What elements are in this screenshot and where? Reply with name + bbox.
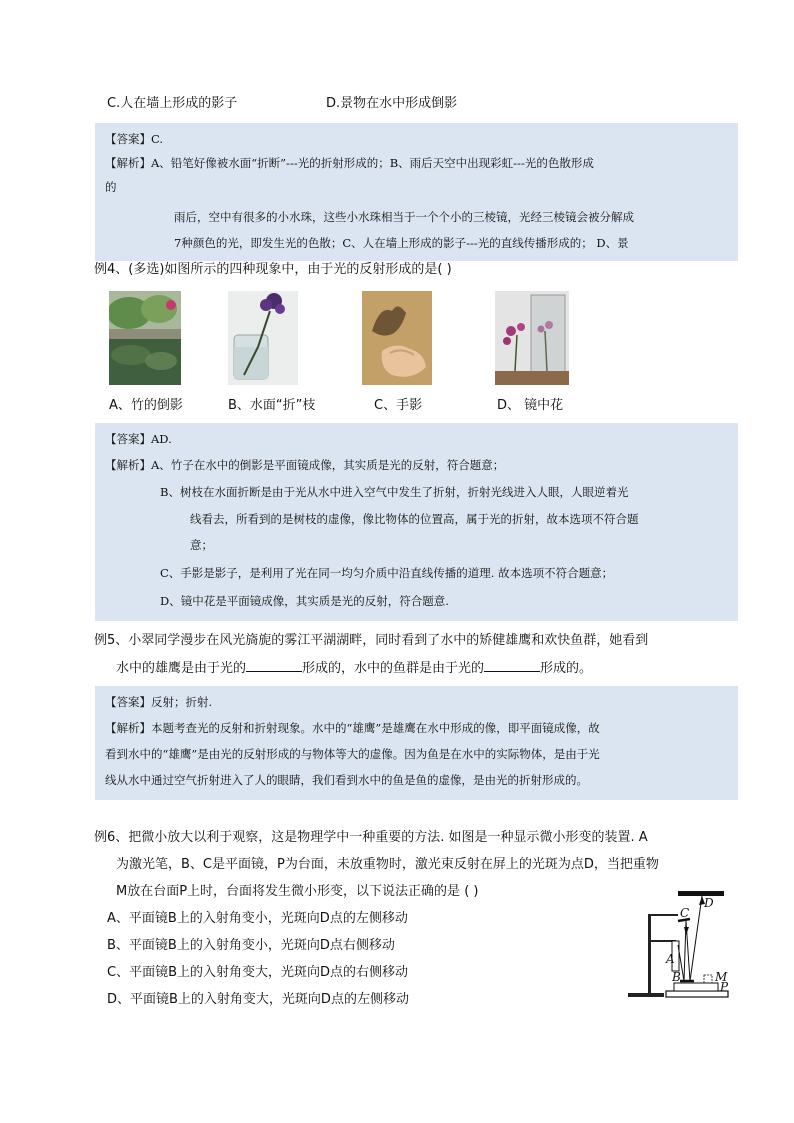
q6-option-c: C、平面镜B上的入射角变大，光斑向D点的右侧移动 <box>107 965 409 980</box>
photo-hand-shadow <box>362 291 432 385</box>
q3-explanation-line2: 雨后，空中有很多的小水珠，这些小水珠相当于一个个小的三棱镜，光经三棱镜会被分解成 <box>174 210 634 224</box>
q3-explanation-line1b: 的 <box>105 180 117 194</box>
q3-option-d: D.景物在水中形成倒影 <box>326 96 458 111</box>
q6-stem-line1: 例6、把微小放大以利于观察，这是物理学中一种重要的方法. 如图是一种显示微小形变的装置. A <box>94 830 648 845</box>
q4-caption-c: C、手影 <box>374 398 423 413</box>
q3-answer: 【答案】C. <box>105 132 164 146</box>
q4-stem: 例4、(多选)如图所示的四种现象中，由于光的反射形成的是( ) <box>94 262 452 277</box>
label-a: A <box>666 952 675 966</box>
q4-exp-line: 线看去，所看到的是树枝的虚像，像比物体的位置高，属于光的折射，故本选项不符合题 <box>190 512 639 526</box>
label-b: B <box>672 970 681 984</box>
label-m: M <box>715 970 728 984</box>
label-p: P <box>720 980 729 994</box>
q4-caption-d: D、 镜中花 <box>497 398 564 413</box>
q4-exp-line: D、镜中花是平面镜成像，其实质是光的反射，符合题意. <box>160 594 449 608</box>
q4-exp-line: 【解析】A、竹子在水中的倒影是平面镜成像，其实质是光的反射，符合题意； <box>105 458 505 472</box>
label-d: D <box>704 896 714 910</box>
table-top <box>674 983 718 991</box>
q4-exp-line: 意； <box>190 538 213 552</box>
q6-stem-line3: M放在台面P上时，台面将发生微小形变，以下说法正确的是 ( ) <box>116 884 479 899</box>
q4-answer: 【答案】AD. <box>105 432 172 446</box>
q4-caption-b: B、水面“折”枝 <box>228 398 316 413</box>
q5-stem-line1: 例5、小翠同学漫步在风光旖旎的雾江平湖湖畔，同时看到了水中的矫健雄鹰和欢快鱼群，她看到 <box>94 633 649 648</box>
q5-blank-2[interactable] <box>484 659 540 672</box>
stand-pole <box>648 915 651 995</box>
screen <box>678 891 724 896</box>
laser-apparatus-diagram <box>620 885 735 1005</box>
label-c: C <box>680 906 690 920</box>
q6-option-d: D、平面镜B上的入射角变大，光斑向D点的左侧移动 <box>107 992 409 1007</box>
q5-stem-part1: 水中的雄鹰是由于光的 <box>116 661 247 676</box>
q6-option-a: A、平面镜B上的入射角变小，光斑向D点的左侧移动 <box>107 911 408 926</box>
q3-explanation-line3: 7种颜色的光，即发生光的色散；C、人在墙上形成的影子---光的直线传播形成的； D、景 <box>174 236 629 250</box>
q4-answer-box <box>95 423 738 621</box>
q4-exp-line: C、手影是影子，是利用了光在同一均匀介质中沿直线传播的道理. 故本选项不符合题意； <box>160 566 614 580</box>
q3-explanation-line1: 【解析】A、铅笔好像被水面“折断”---光的折射形成的；B、雨后天空中出现彩虹---光的色散形成 <box>105 156 594 170</box>
q6-stem-line2: 为激光笔，B、C是平面镜，P为台面，未放重物时，激光束反射在屏上的光斑为点D，当把重物 <box>116 857 659 872</box>
table-p <box>666 991 728 997</box>
q4-exp-line: B、树枝在水面折断是由于光从水中进入空气中发生了折射，折射光线进入人眼，人眼逆着光 <box>160 485 629 499</box>
photo-mirror-flower <box>495 291 569 385</box>
q5-exp-line: 线从水中通过空气折射进入了人的眼睛，我们看到水中的鱼是鱼的虚像，是由光的折射形成的。 <box>105 773 588 787</box>
photo-bamboo-reflection <box>109 291 181 385</box>
weight-m <box>704 975 712 983</box>
photo-refracted-stick <box>228 291 298 385</box>
q5-answer-box <box>95 686 738 800</box>
q5-stem-part2: 形成的，水中的鱼群是由于光的 <box>302 661 485 676</box>
q4-caption-a: A、竹的倒影 <box>109 398 183 413</box>
q5-stem-line2 <box>116 659 592 678</box>
q3-answer-box <box>95 123 738 261</box>
q5-exp-line: 【解析】本题考查光的反射和折射现象。水中的“雄鹰”是雄鹰在水中形成的像，即平面镜成像，故 <box>105 721 600 735</box>
q3-option-c: C.人在墙上形成的影子 <box>107 96 238 111</box>
q5-answer: 【答案】反射；折射. <box>105 695 213 709</box>
q5-exp-line: 看到水中的“雄鹰”是由光的反射形成的与物体等大的虚像。因为鱼是在水中的实际物体，是由于光 <box>105 747 600 761</box>
q5-stem-part3: 形成的。 <box>540 661 593 676</box>
stand-base <box>628 993 664 997</box>
q5-blank-1[interactable] <box>246 659 302 672</box>
q6-option-b: B、平面镜B上的入射角变小，光斑向D点右侧移动 <box>107 938 395 953</box>
